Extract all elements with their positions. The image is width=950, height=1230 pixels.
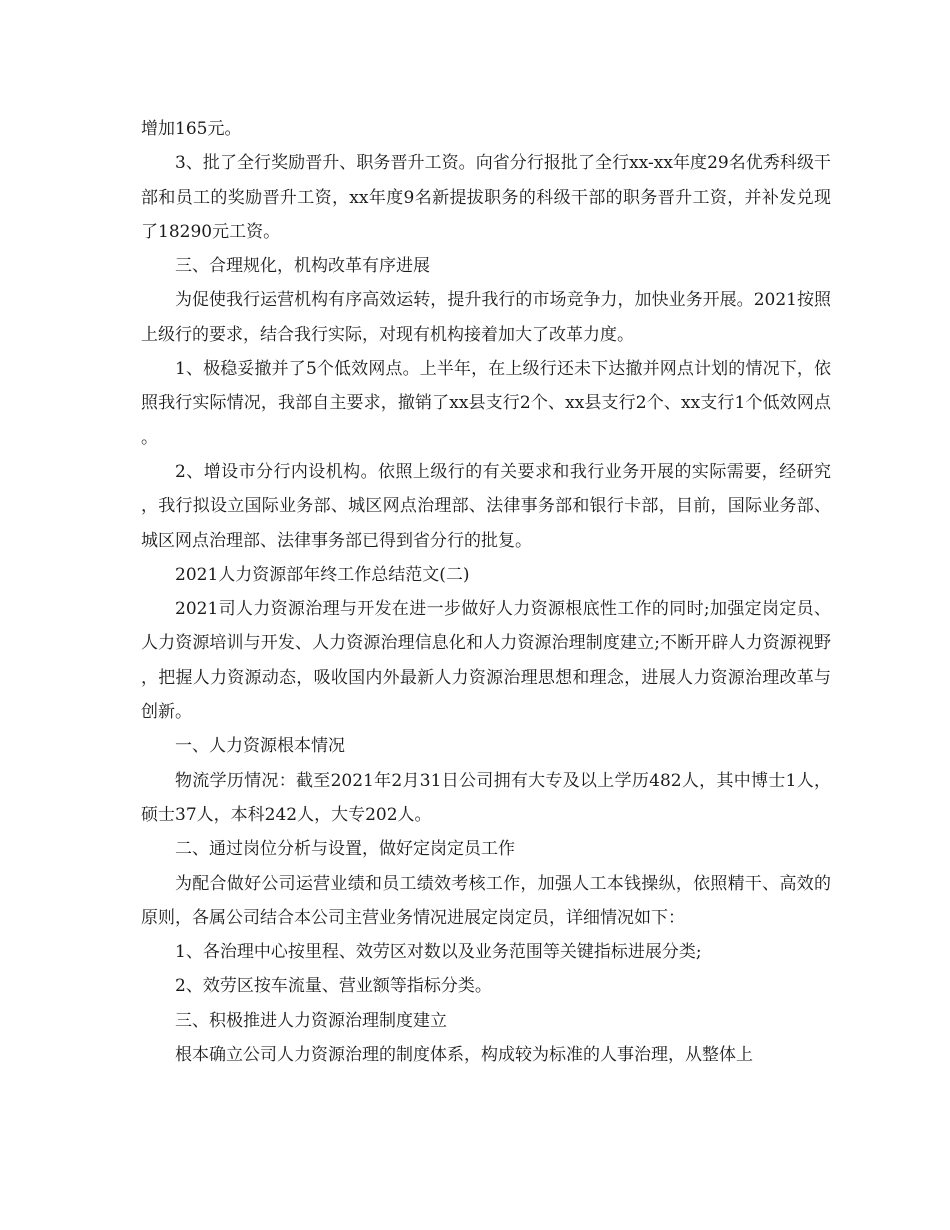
paragraph: 为促使我行运营机构有序高效运转，提升我行的市场竞争力，加快业务开展。2021按照上级行的要求，结合我行实际，对现有机构接着加大了改革力度。 [141,290,831,345]
paragraph: 2021司人力资源治理与开发在进一步做好人力资源根底性工作的同时;加强定岗定员、人力资源培训与开发、人力资源治理信息化和人力资源治理制度建立;不断开辟人力资源视野，把握人力资源动态，吸收国内外最新人力资源治理思想和理念，进展人力资源治理改革与创新。 [141,599,831,723]
list-item: 2、效劳区按车流量、营业额等指标分类。 [175,976,492,997]
section-heading: 三、积极推进人力资源治理制度建立 [175,1010,447,1031]
paragraph: 2、增设市分行内设机构。依照上级行的有关要求和我行业务开展的实际需要，经研究，我行拟设立国际业务部、城区网点治理部、法律事务部和银行卡部，目前，国际业务部、城区网点治理部、法律事务部已得到省分行的批复。 [141,461,831,551]
list-item: 1、各治理中心按里程、效劳区对数以及业务范围等关键指标进展分类; [175,942,702,963]
document-title: 2021人力资源部年终工作总结范文(二) [175,564,470,585]
paragraph: 物流学历情况：截至2021年2月31日公司拥有大专及以上学历482人，其中博士1人，硕士37人，本科242人，大专202人。 [141,770,831,825]
section-heading: 三、合理规化，机构改革有序进展 [175,256,430,277]
section-heading: 一、人力资源根本情况 [175,736,345,757]
document-body [141,112,831,1072]
paragraph: 为配合做好公司运营业绩和员工绩效考核工作，加强人工本钱操纵，依照精干、高效的原则，各属公司结合本公司主营业务情况进展定岗定员，详细情况如下： [141,873,831,928]
section-heading: 二、通过岗位分析与设置，做好定岗定员工作 [175,839,515,860]
paragraph: 3、批了全行奖励晋升、职务晋升工资。向省分行报批了全行xx-xx年度29名优秀科级干部和员工的奖励晋升工资，xx年度9名新提拔职务的科级干部的职务晋升工资，并补发兑现了18290元工资。 [141,153,831,242]
paragraph: 增加165元。 [141,119,242,139]
paragraph: 1、极稳妥撤并了5个低效网点。上半年，在上级行还未下达撤并网点计划的情况下，依照我行实际情况，我部自主要求，撤销了xx县支行2个、xx县支行2个、xx支行1个低效网点。 [141,359,831,448]
paragraph: 根本确立公司人力资源治理的制度体系，构成较为标准的人事治理，从整体上 [175,1045,753,1066]
